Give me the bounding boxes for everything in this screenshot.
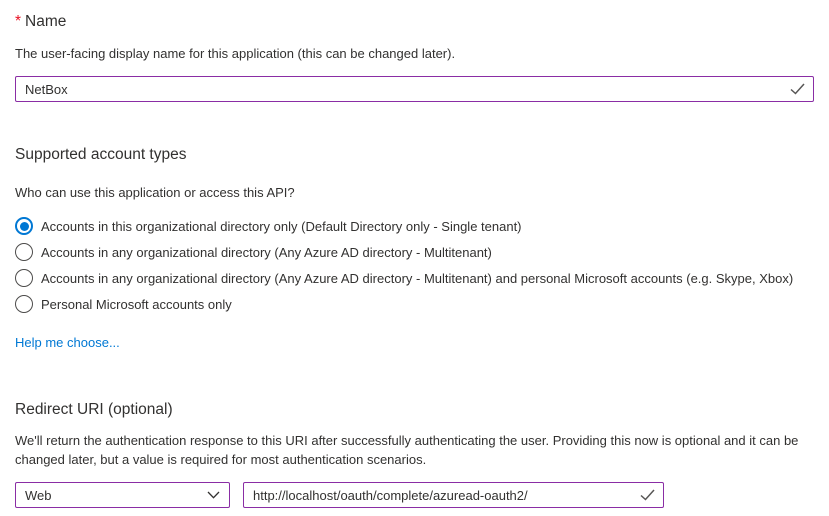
account-types-radio-group	[15, 213, 814, 317]
radio-option-label: Personal Microsoft accounts only	[41, 296, 232, 312]
radio-option-multitenant-personal[interactable]	[15, 265, 814, 291]
redirect-uri-description: We'll return the authentication response to this URI after successfully authenticating the user. Providing this now is optional and it can be changed later, but a value is required for most authentication scenarios.	[15, 433, 799, 467]
radio-button-icon[interactable]	[15, 243, 33, 261]
account-types-question: Who can use this application or access this API?	[15, 185, 295, 200]
app-registration-form	[0, 12, 829, 508]
platform-select-value: Web	[25, 487, 52, 503]
radio-option-multitenant[interactable]	[15, 239, 814, 265]
radio-button-icon[interactable]	[15, 217, 33, 235]
help-me-choose-link[interactable]: Help me choose...	[15, 335, 120, 350]
required-marker: *	[15, 13, 22, 30]
name-section-title	[15, 12, 814, 32]
radio-option-label: Accounts in any organizational directory (Any Azure AD directory - Multitenant)	[41, 244, 492, 260]
radio-option-personal-only[interactable]	[15, 291, 814, 317]
name-title-label: Name	[25, 13, 67, 30]
radio-button-icon[interactable]	[15, 295, 33, 313]
radio-option-label: Accounts in this organizational directory only (Default Directory only - Single tenant)	[41, 218, 522, 234]
name-input[interactable]	[15, 76, 814, 102]
name-input-wrap	[15, 76, 814, 102]
name-description: The user-facing display name for this application (this can be changed later).	[15, 46, 456, 61]
redirect-uri-input-wrap	[243, 482, 664, 508]
redirect-uri-input[interactable]	[243, 482, 664, 508]
radio-option-label: Accounts in any organizational directory (Any Azure AD directory - Multitenant) and personal Microsoft accounts (e.g. Skype, Xbox)	[41, 270, 794, 286]
platform-select[interactable]	[15, 482, 230, 508]
account-types-title: Supported account types	[15, 146, 187, 163]
radio-option-single-tenant[interactable]	[15, 213, 814, 239]
redirect-uri-title: Redirect URI (optional)	[15, 401, 173, 418]
redirect-uri-row	[15, 482, 814, 508]
radio-button-icon[interactable]	[15, 269, 33, 287]
chevron-down-icon	[207, 491, 220, 499]
